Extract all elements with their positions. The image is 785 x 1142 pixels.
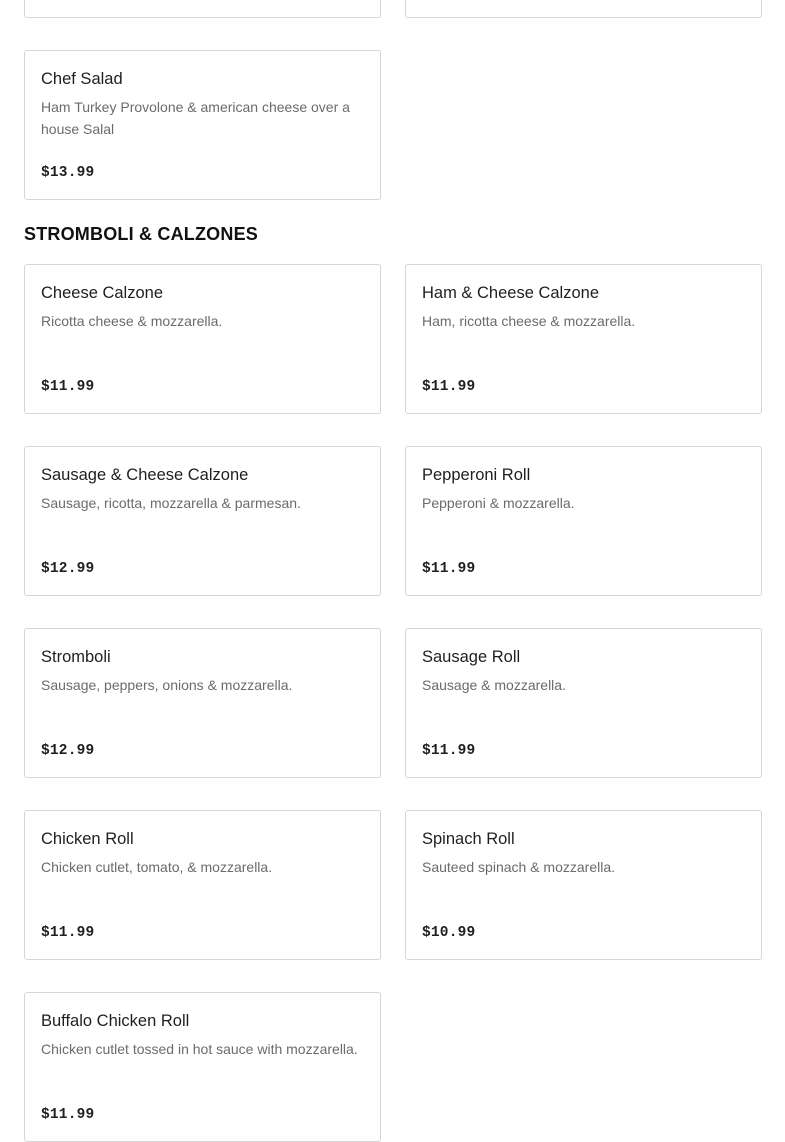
menu-item-description: Chicken cutlet, tomato, & mozzarella. [41,859,273,875]
menu-item-description: Ricotta cheese & mozzarella. [41,313,223,329]
menu-item-description: Pepperoni & mozzarella. [422,495,575,511]
menu-item-card[interactable] [24,50,381,200]
menu-item-price: $12.99 [41,561,95,577]
menu-item-price: $11.99 [422,743,476,759]
menu-item-card[interactable] [405,628,762,778]
menu-item-price: $11.99 [422,561,476,577]
menu-item-description: Sausage & mozzarella. [422,677,566,693]
menu-item-card-partial[interactable] [24,0,381,18]
menu-item-description: Chicken cutlet tossed in hot sauce with mozzarella. [41,1041,358,1057]
menu-item-name: Ham & Cheese Calzone [422,284,600,302]
menu-item-name: Pepperoni Roll [422,466,531,484]
menu-item-price: $11.99 [422,379,476,395]
menu-item-name: Chicken Roll [41,830,134,848]
menu-item-description: Ham, ricotta cheese & mozzarella. [422,313,636,329]
menu-item-description: Sausage, ricotta, mozzarella & parmesan. [41,495,301,511]
menu-item-card[interactable] [405,446,762,596]
menu-item-description: Sausage, peppers, onions & mozzarella. [41,677,293,693]
menu-item-card-partial[interactable] [405,0,762,18]
menu-item-card[interactable] [24,810,381,960]
menu-item-name: Cheese Calzone [41,284,163,302]
menu-item-price: $11.99 [41,379,95,395]
menu-item-name: Spinach Roll [422,830,515,848]
menu-item-card[interactable] [24,264,381,414]
menu-item-price: $11.99 [41,925,95,941]
menu-item-name: Sausage Roll [422,648,521,666]
menu-item-card[interactable] [405,810,762,960]
menu-item-description: Ham Turkey Provolone & american cheese over a house Salal [41,99,350,137]
menu-item-card[interactable] [405,264,762,414]
menu-item-description: Sauteed spinach & mozzarella. [422,859,615,875]
menu-item-price: $12.99 [41,743,95,759]
menu-item-name: Sausage & Cheese Calzone [41,466,249,484]
menu-item-card[interactable] [24,628,381,778]
menu-item-name: Buffalo Chicken Roll [41,1012,190,1030]
menu-item-name: Chef Salad [41,70,123,88]
menu-item-price: $10.99 [422,925,476,941]
section-title: STROMBOLI & CALZONES [24,224,258,244]
menu-item-card[interactable] [24,446,381,596]
menu-item-name: Stromboli [41,648,111,666]
menu-item-price: $13.99 [41,165,95,181]
menu-item-price: $11.99 [41,1107,95,1123]
